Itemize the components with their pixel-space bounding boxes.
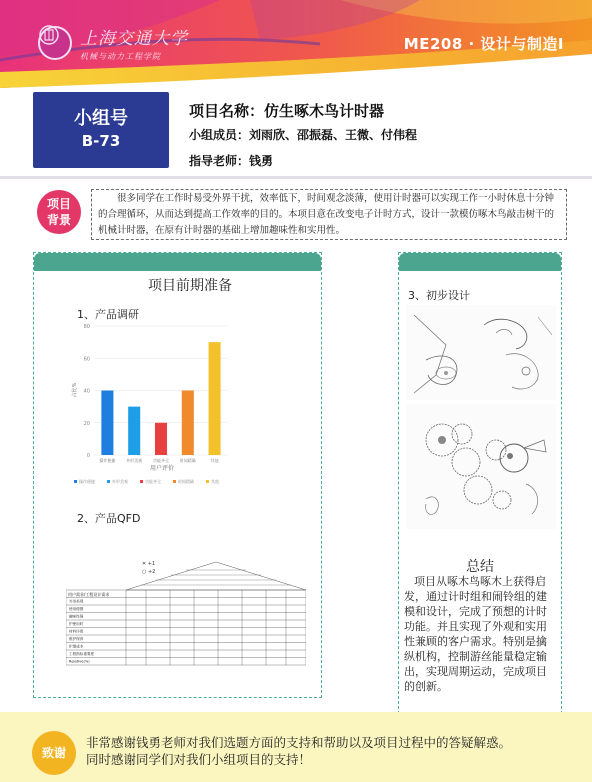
qfd-row-label: 材料环保 — [69, 629, 84, 634]
chart-xtick-label: 操作便捷 — [99, 458, 116, 463]
design-panel-header-bar — [399, 253, 561, 271]
acknowledgement-line2: 同时感谢同学们对我们小组项目的支持！ — [86, 752, 312, 767]
summary-title: 总结 — [466, 559, 494, 575]
background-badge-line1: 项目 — [46, 197, 71, 211]
university-seal-icon — [38, 26, 72, 60]
group-number: B-73 — [81, 132, 121, 150]
chart-bar — [128, 407, 140, 455]
chart-legend-swatch — [74, 480, 77, 483]
university-logo — [38, 24, 188, 62]
chart-bar — [182, 391, 194, 456]
section-divider — [0, 176, 592, 179]
chart-xlabel: 用户评价 — [149, 465, 175, 472]
chart-ytick-label: 40 — [83, 388, 90, 395]
project-members: 小组成员：刘雨欣、邵振磊、王微、付伟程 — [189, 128, 418, 142]
preparation-title: 项目前期准备 — [148, 278, 232, 294]
university-name: 上海交通大学 — [80, 29, 188, 49]
chart-legend-label: 时间精确 — [178, 479, 194, 484]
chart-bar — [101, 391, 113, 456]
qfd-row-label: 护理成本 — [69, 644, 84, 649]
chart-legend-swatch — [107, 480, 110, 483]
chart-legend-label: 操作便捷 — [79, 479, 95, 484]
qfd-row-label: 使用便捷 — [69, 607, 84, 612]
qfd-row-label: 趣味性强 — [69, 614, 84, 619]
acknowledgement-text — [86, 734, 576, 768]
qfd-legend-plus2: ○ +2 — [142, 569, 156, 575]
chart-xtick-label: 时间精确 — [179, 458, 196, 463]
chart-ytick-label: 60 — [83, 356, 90, 363]
qfd-row-label: 维护保养 — [69, 637, 84, 642]
chart-legend-swatch — [173, 480, 176, 483]
summary-text: 项目从啄木鸟啄木上获得启发，通过计时组和闹铃组的建模和设计，完成了预想的计时功能。并且实现了外观和实用性兼顾的客户需求。特别是擒纵机构，控制游丝能量稳定输出，实现周期运动，完成项目的创新。 — [404, 575, 547, 693]
header-banner — [0, 0, 592, 88]
qfd-row-label: 工程指标重要度 — [69, 652, 95, 657]
design-sketch-1 — [406, 305, 556, 400]
acknowledgement-line1: 非常感谢钱勇老师对我们选题方面的支持和帮助以及项目过程中的答疑解惑。 — [86, 735, 512, 750]
qfd-label: 2、产品QFD — [77, 512, 141, 525]
chart-bar — [209, 342, 221, 455]
chart-legend-label: 外形美观 — [112, 479, 128, 484]
background-badge — [37, 190, 81, 234]
qfd-house-of-quality — [66, 560, 306, 668]
initial-design-label: 3、初步设计 — [408, 289, 470, 302]
qfd-row-label: 外形美观 — [69, 599, 84, 604]
chart-legend-label: 功能齐全 — [145, 479, 161, 484]
group-label: 小组号 — [74, 108, 128, 129]
chart-bar — [155, 423, 167, 455]
chart-ytick-label: 0 — [86, 453, 90, 459]
survey-bar-chart — [70, 320, 240, 495]
background-text: 很多同学在工作时易受外界干扰，效率低下，时间观念淡薄，使用计时器可以实现工作一小时休息十分钟的合理循环，从而达到提高工作效率的目的。本项目意在改变电子计时方式，设计一款模仿啄木鸟敲击树干的机械计时器，在原有计时器的基础上增加趣味性和实用性。 — [91, 189, 567, 240]
qfd-row-label: 护使用时 — [69, 622, 84, 627]
qfd-legend-plus1: ✕ +1 — [142, 561, 156, 567]
acknowledgement-badge: 致谢 — [32, 731, 76, 775]
course-title: ME208 · 设计与制造Ⅰ — [403, 35, 564, 53]
qfd-header: 用户需求/工程设计需求 — [68, 592, 110, 597]
qfd-row-label: Relative(%) — [69, 659, 90, 664]
preparation-panel-header-bar — [34, 253, 321, 271]
project-advisor: 指导老师：钱勇 — [189, 154, 274, 168]
chart-legend-swatch — [140, 480, 143, 483]
project-title: 项目名称：仿生啄木鸟计时器 — [189, 102, 385, 120]
school-name: 机械与动力工程学院 — [80, 52, 161, 61]
chart-legend-swatch — [206, 480, 209, 483]
survey-label: 1、产品调研 — [77, 308, 139, 321]
group-box — [33, 92, 169, 168]
chart-ytick-label: 80 — [83, 324, 90, 330]
chart-xtick-label: 其他 — [210, 458, 219, 463]
background-badge-line2: 背景 — [46, 213, 71, 227]
design-sketch-2 — [406, 404, 556, 529]
chart-ylabel: 占比% — [72, 382, 78, 398]
chart-xtick-label: 功能齐全 — [153, 458, 169, 463]
chart-xtick-label: 外形美观 — [126, 458, 143, 463]
chart-ytick-label: 20 — [83, 420, 90, 427]
chart-legend-label: 其他 — [211, 479, 219, 484]
